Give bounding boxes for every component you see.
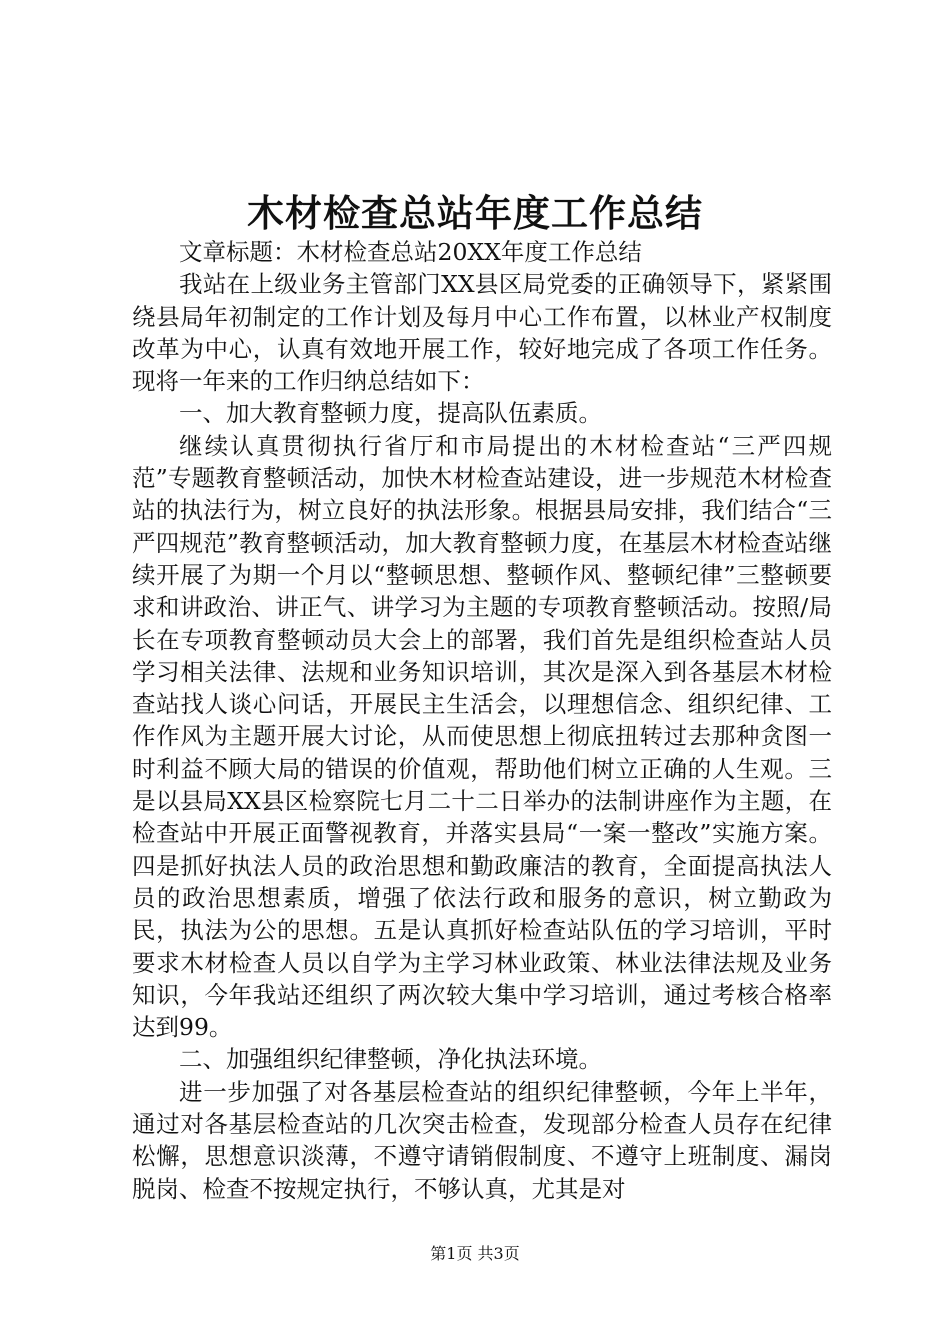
paragraph-section-2: 进一步加强了对各基层检查站的组织纪律整顿，今年上半年，通过对各基层检查站的几次突击检查，发现部分检查人员存在纪律松懈，思想意识淡薄，不遵守请销假制度、不遵守上班制度、漏岗脱岗、检查不按规定执行，不够认真，尤其是对	[132, 1077, 832, 1203]
document-title: 木材检查总站年度工作总结	[247, 191, 703, 235]
paragraph-article-heading: 文章标题：木材检查总站20XX年度工作总结	[179, 238, 642, 266]
page-number-footer: 第1页 共3页	[430, 1244, 520, 1263]
section-heading-2: 二、加强组织纪律整顿，净化执法环境。	[179, 1045, 602, 1074]
section-heading-1: 一、加大教育整顿力度，提高队伍素质。	[179, 399, 602, 428]
document-body	[132, 236, 832, 1205]
paragraph-intro: 我站在上级业务主管部门XX县区局党委的正确领导下，紧紧围绕县局年初制定的工作计划及每月中心工作布置，以林业产权制度改革为中心，认真有效地开展工作，较好地完成了各项工作任务。现将一年来的工作归纳总结如下：	[132, 270, 832, 396]
paragraph-section-1: 继续认真贯彻执行省厅和市局提出的木材检查站“三严四规范”专题教育整顿活动，加快木材检查站建设，进一步规范木材检查站的执法行为，树立良好的执法形象。根据县局安排，我们结合“三严四规范”教育整顿活动，加大教育整顿力度，在基层木材检查站继续开展了为期一个月以“整顿思想、整顿作风、整顿纪律”三整顿要求和讲政治、讲正气、讲学习为主题的专项教育整顿活动。按照/局长在专项教育整顿动员大会上的部署，我们首先是组织检查站人员学习相关法律、法规和业务知识培训，其次是深入到各基层木材检查站找人谈心问话，开展民主生活会，以理想信念、组织纪律、工作作风为主题开展大讨论，从而使思想上彻底扭转过去那种贪图一时利益不顾大局的错误的价值观，帮助他们树立正确的人生观。三是以县局XX县区检察院七月二十二日举办的法制讲座作为主题，在检查站中开展正面警视教育，并落实县局“一案一整改”实施方案。四是抓好执法人员的政治思想和勤政廉洁的教育，全面提高执法人员的政治思想素质，增强了依法行政和服务的意识，树立勤政为民，执法为公的思想。五是认真抓好检查站队伍的学习培训，平时要求木材检查人员以自学为主学习林业政策、林业法律法规及业务知识，今年我站还组织了两次较大集中学习培训，通过考核合格率达到99。	[132, 431, 832, 1042]
